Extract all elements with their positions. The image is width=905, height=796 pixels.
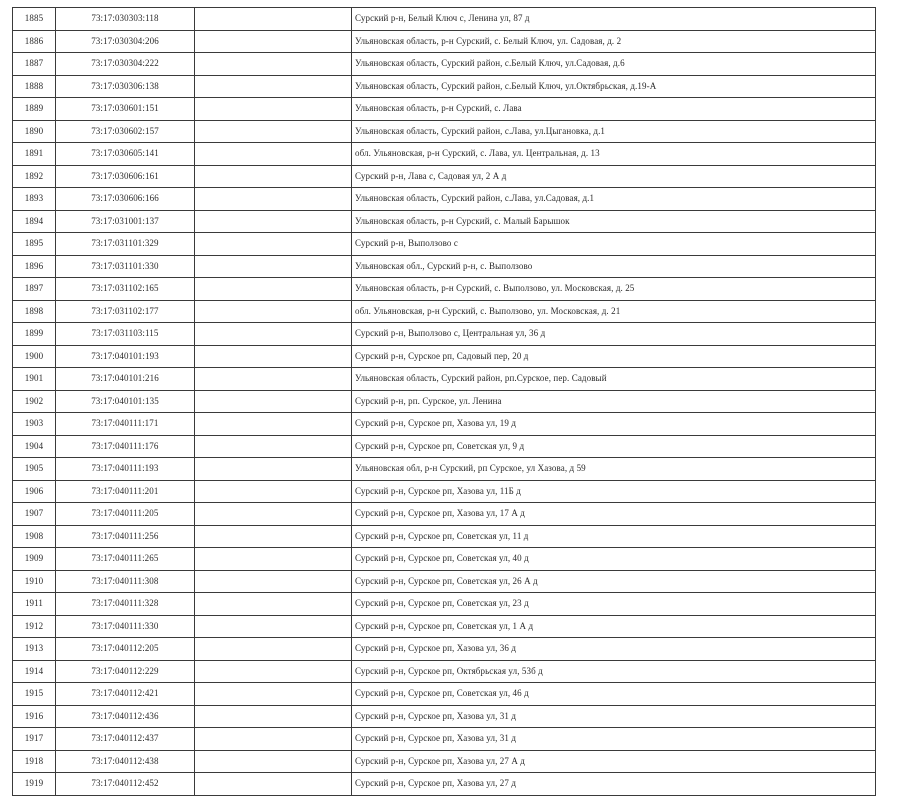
row-number-cell: 1902 (13, 390, 56, 413)
table-row (13, 75, 876, 98)
cadastral-number-cell: 73:17:040111:171 (56, 413, 195, 436)
table-row (13, 300, 876, 323)
empty-cell (195, 278, 352, 301)
cadastral-number-cell: 73:17:040101:135 (56, 390, 195, 413)
address-cell: Сурский р-н, Сурское рп, Хазова ул, 11Б д (352, 480, 876, 503)
row-number-cell: 1909 (13, 548, 56, 571)
empty-cell (195, 525, 352, 548)
empty-cell (195, 30, 352, 53)
row-number-cell: 1898 (13, 300, 56, 323)
address-cell: Ульяновская область, р-н Сурский, с. Малый Барышок (352, 210, 876, 233)
cadastral-number-cell: 73:17:040111:328 (56, 593, 195, 616)
cadastral-number-cell: 73:17:040112:205 (56, 638, 195, 661)
empty-cell (195, 638, 352, 661)
cadastral-number-cell: 73:17:031103:115 (56, 323, 195, 346)
row-number-cell: 1905 (13, 458, 56, 481)
cadastral-number-cell: 73:17:031001:137 (56, 210, 195, 233)
cadastral-number-cell: 73:17:040112:436 (56, 705, 195, 728)
table-row (13, 120, 876, 143)
empty-cell (195, 390, 352, 413)
empty-cell (195, 773, 352, 796)
address-cell: Ульяновская область, р-н Сурский, с. Выползово, ул. Московская, д. 25 (352, 278, 876, 301)
cadastral-number-cell: 73:17:030601:151 (56, 98, 195, 121)
table-row (13, 255, 876, 278)
address-cell: Сурский р-н, Сурское рп, Советская ул, 1 А д (352, 615, 876, 638)
table-row (13, 143, 876, 166)
table-row (13, 593, 876, 616)
empty-cell (195, 98, 352, 121)
empty-cell (195, 368, 352, 391)
address-cell: обл. Ульяновская, р-н Сурский, с. Выползово, ул. Московская, д. 21 (352, 300, 876, 323)
cadastral-number-cell: 73:17:040111:330 (56, 615, 195, 638)
empty-cell (195, 8, 352, 31)
row-number-cell: 1887 (13, 53, 56, 76)
cadastral-number-cell: 73:17:040101:216 (56, 368, 195, 391)
empty-cell (195, 705, 352, 728)
cadastral-number-cell: 73:17:040111:205 (56, 503, 195, 526)
address-cell: Сурский р-н, Сурское рп, Хазова ул, 31 д (352, 705, 876, 728)
address-cell: Сурский р-н, Белый Ключ с, Ленина ул, 87 д (352, 8, 876, 31)
address-cell: Сурский р-н, Сурское рп, Советская ул, 46 д (352, 683, 876, 706)
address-cell: Ульяновская обл., Сурский р-н, с. Выползово (352, 255, 876, 278)
address-cell: Сурский р-н, Сурское рп, Хазова ул, 19 д (352, 413, 876, 436)
address-cell: Сурский р-н, Выползово с, Центральная ул, 36 д (352, 323, 876, 346)
table-row (13, 345, 876, 368)
table-row (13, 773, 876, 796)
row-number-cell: 1901 (13, 368, 56, 391)
table-row (13, 278, 876, 301)
table-row (13, 435, 876, 458)
row-number-cell: 1908 (13, 525, 56, 548)
address-cell: Ульяновская обл, р-н Сурский, рп Сурское, ул Хазова, д 59 (352, 458, 876, 481)
cadastral-number-cell: 73:17:030606:166 (56, 188, 195, 211)
table-row (13, 98, 876, 121)
empty-cell (195, 323, 352, 346)
row-number-cell: 1904 (13, 435, 56, 458)
address-cell: Сурский р-н, Сурское рп, Хазова ул, 36 д (352, 638, 876, 661)
table-row (13, 570, 876, 593)
address-cell: Ульяновская область, Сурский район, с.Лава, ул.Садовая, д.1 (352, 188, 876, 211)
address-cell: Ульяновская область, Сурский район, рп.Сурское, пер. Садовый (352, 368, 876, 391)
empty-cell (195, 413, 352, 436)
row-number-cell: 1915 (13, 683, 56, 706)
row-number-cell: 1896 (13, 255, 56, 278)
cadastral-number-cell: 73:17:031101:330 (56, 255, 195, 278)
cadastral-number-cell: 73:17:040112:438 (56, 750, 195, 773)
empty-cell (195, 593, 352, 616)
table-row (13, 8, 876, 31)
empty-cell (195, 345, 352, 368)
table-row (13, 660, 876, 683)
cadastral-number-cell: 73:17:040111:256 (56, 525, 195, 548)
empty-cell (195, 300, 352, 323)
table-row (13, 188, 876, 211)
table-row (13, 548, 876, 571)
table-row (13, 368, 876, 391)
empty-cell (195, 615, 352, 638)
row-number-cell: 1893 (13, 188, 56, 211)
address-cell: Ульяновская область, р-н Сурский, с. Белый Ключ, ул. Садовая, д. 2 (352, 30, 876, 53)
table-row (13, 750, 876, 773)
address-cell: Сурский р-н, Сурское рп, Хазова ул, 27 д (352, 773, 876, 796)
address-cell: Сурский р-н, Лава с, Садовая ул, 2 А д (352, 165, 876, 188)
empty-cell (195, 458, 352, 481)
row-number-cell: 1885 (13, 8, 56, 31)
table-row (13, 525, 876, 548)
empty-cell (195, 233, 352, 256)
row-number-cell: 1894 (13, 210, 56, 233)
empty-cell (195, 750, 352, 773)
address-cell: обл. Ульяновская, р-н Сурский, с. Лава, ул. Центральная, д. 13 (352, 143, 876, 166)
cadastral-number-cell: 73:17:040101:193 (56, 345, 195, 368)
empty-cell (195, 210, 352, 233)
address-cell: Сурский р-н, Сурское рп, Советская ул, 11 д (352, 525, 876, 548)
address-cell: Сурский р-н, Сурское рп, Советская ул, 26 А д (352, 570, 876, 593)
cadastral-number-cell: 73:17:040111:193 (56, 458, 195, 481)
row-number-cell: 1913 (13, 638, 56, 661)
table-row (13, 683, 876, 706)
table-row (13, 458, 876, 481)
address-cell: Сурский р-н, Сурское рп, Советская ул, 9 д (352, 435, 876, 458)
cadastral-number-cell: 73:17:030303:118 (56, 8, 195, 31)
address-cell: Сурский р-н, Сурское рп, Советская ул, 23 д (352, 593, 876, 616)
empty-cell (195, 255, 352, 278)
table-row (13, 53, 876, 76)
address-cell: Сурский р-н, Сурское рп, Хазова ул, 17 А д (352, 503, 876, 526)
row-number-cell: 1886 (13, 30, 56, 53)
address-cell: Сурский р-н, Сурское рп, Садовый пер, 20 д (352, 345, 876, 368)
address-cell: Ульяновская область, Сурский район, с.Лава, ул.Цыгановка, д.1 (352, 120, 876, 143)
row-number-cell: 1918 (13, 750, 56, 773)
row-number-cell: 1900 (13, 345, 56, 368)
row-number-cell: 1891 (13, 143, 56, 166)
cadastral-number-cell: 73:17:040111:308 (56, 570, 195, 593)
cadastral-number-cell: 73:17:040112:229 (56, 660, 195, 683)
cadastral-number-cell: 73:17:040112:421 (56, 683, 195, 706)
row-number-cell: 1914 (13, 660, 56, 683)
row-number-cell: 1912 (13, 615, 56, 638)
address-cell: Ульяновская область, Сурский район, с.Белый Ключ, ул.Садовая, д.6 (352, 53, 876, 76)
table-row (13, 638, 876, 661)
table-row (13, 30, 876, 53)
row-number-cell: 1907 (13, 503, 56, 526)
empty-cell (195, 683, 352, 706)
empty-cell (195, 188, 352, 211)
property-table (12, 7, 876, 796)
cadastral-number-cell: 73:17:031101:329 (56, 233, 195, 256)
cadastral-number-cell: 73:17:040111:201 (56, 480, 195, 503)
cadastral-number-cell: 73:17:040111:176 (56, 435, 195, 458)
table-row (13, 480, 876, 503)
empty-cell (195, 165, 352, 188)
address-cell: Сурский р-н, Выползово с (352, 233, 876, 256)
row-number-cell: 1917 (13, 728, 56, 751)
cadastral-number-cell: 73:17:030304:206 (56, 30, 195, 53)
table-row (13, 233, 876, 256)
table-row (13, 165, 876, 188)
empty-cell (195, 120, 352, 143)
empty-cell (195, 480, 352, 503)
empty-cell (195, 143, 352, 166)
row-number-cell: 1895 (13, 233, 56, 256)
row-number-cell: 1903 (13, 413, 56, 436)
table-row (13, 210, 876, 233)
address-cell: Ульяновская область, р-н Сурский, с. Лава (352, 98, 876, 121)
row-number-cell: 1890 (13, 120, 56, 143)
property-table-body (13, 8, 876, 796)
empty-cell (195, 548, 352, 571)
row-number-cell: 1889 (13, 98, 56, 121)
cadastral-number-cell: 73:17:040112:452 (56, 773, 195, 796)
empty-cell (195, 570, 352, 593)
cadastral-number-cell: 73:17:031102:165 (56, 278, 195, 301)
row-number-cell: 1910 (13, 570, 56, 593)
row-number-cell: 1888 (13, 75, 56, 98)
empty-cell (195, 503, 352, 526)
table-row (13, 615, 876, 638)
table-row (13, 323, 876, 346)
cadastral-number-cell: 73:17:030606:161 (56, 165, 195, 188)
cadastral-number-cell: 73:17:040111:265 (56, 548, 195, 571)
row-number-cell: 1919 (13, 773, 56, 796)
row-number-cell: 1916 (13, 705, 56, 728)
empty-cell (195, 728, 352, 751)
row-number-cell: 1897 (13, 278, 56, 301)
address-cell: Сурский р-н, рп. Сурское, ул. Ленина (352, 390, 876, 413)
cadastral-number-cell: 73:17:040112:437 (56, 728, 195, 751)
table-row (13, 413, 876, 436)
address-cell: Сурский р-н, Сурское рп, Хазова ул, 27 А д (352, 750, 876, 773)
address-cell: Сурский р-н, Сурское рп, Октябрьская ул, 53б д (352, 660, 876, 683)
address-cell: Ульяновская область, Сурский район, с.Белый Ключ, ул.Октябрьская, д.19-А (352, 75, 876, 98)
cadastral-number-cell: 73:17:031102:177 (56, 300, 195, 323)
row-number-cell: 1906 (13, 480, 56, 503)
row-number-cell: 1892 (13, 165, 56, 188)
table-row (13, 705, 876, 728)
table-row (13, 390, 876, 413)
cadastral-number-cell: 73:17:030602:157 (56, 120, 195, 143)
table-row (13, 503, 876, 526)
row-number-cell: 1899 (13, 323, 56, 346)
cadastral-number-cell: 73:17:030304:222 (56, 53, 195, 76)
empty-cell (195, 75, 352, 98)
empty-cell (195, 660, 352, 683)
cadastral-number-cell: 73:17:030605:141 (56, 143, 195, 166)
row-number-cell: 1911 (13, 593, 56, 616)
table-row (13, 728, 876, 751)
cadastral-number-cell: 73:17:030306:138 (56, 75, 195, 98)
empty-cell (195, 435, 352, 458)
empty-cell (195, 53, 352, 76)
address-cell: Сурский р-н, Сурское рп, Советская ул, 40 д (352, 548, 876, 571)
address-cell: Сурский р-н, Сурское рп, Хазова ул, 31 д (352, 728, 876, 751)
